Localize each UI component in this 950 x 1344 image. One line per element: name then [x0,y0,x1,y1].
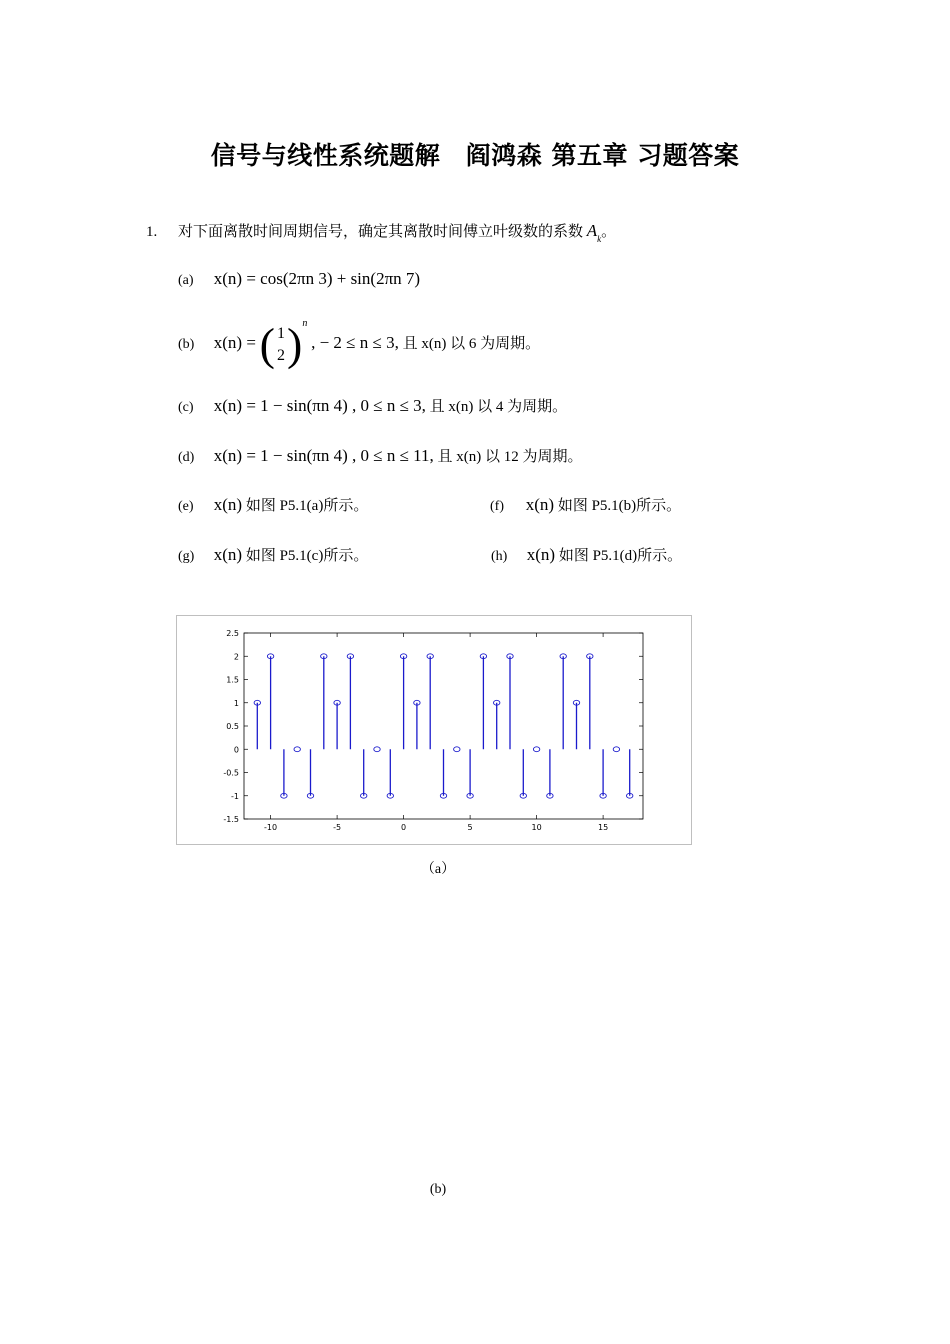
y-tick-label: 2 [233,652,239,662]
item-h-label: (h) [491,549,508,564]
item-b-lhs: x(n) = [213,333,256,352]
page-title: 信号与线性系统题解 阎鸿森 第五章 习题答案 [210,141,740,170]
figure-a-frame [176,615,692,845]
item-h-text: 如图 P5.1(d)所示。 [558,548,683,564]
item-h-symbol: x(n) [526,545,556,564]
fraction [277,323,285,367]
item-f-label: (f) [490,499,504,514]
coefficient-symbol: A [586,221,598,240]
coefficient-subscript: k [597,234,602,244]
question-1 [146,220,617,244]
item-f-symbol: x(n) [525,495,555,514]
item-d-tail: 且 x(n) 以 12 为周期。 [437,449,583,465]
item-e [178,494,368,515]
item-d [178,445,583,466]
y-tick-label: 1.5 [226,675,239,685]
right-paren: ) [287,318,303,370]
y-tick-label: 2.5 [226,629,239,638]
item-e-text: 如图 P5.1(a)所示。 [245,498,369,514]
item-a [178,269,420,289]
item-g [178,544,368,565]
item-b-label: (b) [178,337,195,352]
fraction-numerator: 1 [277,324,285,342]
item-c [178,395,567,416]
item-e-symbol: x(n) [213,495,243,514]
item-d-expression: x(n) = 1 − sin(πn 4) , 0 ≤ n ≤ 11, [213,446,434,465]
item-c-expression: x(n) = 1 − sin(πn 4) , 0 ≤ n ≤ 3, [213,396,426,415]
item-g-text: 如图 P5.1(c)所示。 [245,548,369,564]
stem-marker [374,747,380,752]
item-f-text: 如图 P5.1(b)所示。 [557,498,682,514]
y-tick-label: 0.5 [226,722,239,731]
item-a-expression: x(n) = cos(2πn 3) + sin(2πn 7) [213,269,421,288]
question-end: 。 [601,224,617,240]
stem-marker [454,747,460,752]
item-a-label: (a) [178,273,194,288]
item-c-tail: 且 x(n) 以 4 为周期。 [429,399,568,415]
exponent: n [302,318,308,329]
item-f [490,494,681,515]
stem-chart [177,616,691,844]
item-d-label: (d) [178,450,195,465]
item-b [178,318,540,368]
x-tick-label: 0 [401,823,407,832]
stem-marker [533,747,539,752]
caption-a: （a） [420,862,456,877]
question-text: 对下面离散时间周期信号，确定其离散时间傅立叶级数的系数 [178,224,584,240]
left-paren: ( [259,318,275,370]
x-tick-label: 5 [467,823,473,832]
item-g-label: (g) [178,549,195,564]
item-h [491,544,682,565]
item-g-symbol: x(n) [213,545,243,564]
stem-marker [613,747,619,752]
y-tick-label: -0.5 [223,768,239,778]
question-number: 1. [146,224,158,240]
item-c-label: (c) [178,400,194,415]
y-tick-label: 0 [233,745,239,755]
caption-b: (b) [429,1182,447,1197]
item-b-tail: 且 x(n) 以 6 为周期。 [402,336,541,352]
y-tick-label: 1 [233,698,239,708]
x-tick-label: 15 [598,823,609,832]
x-tick-label: 10 [531,823,542,832]
y-tick-label: -1.5 [223,815,239,824]
x-tick-label: -10 [264,823,278,832]
fraction-denominator: 2 [277,346,285,364]
item-e-label: (e) [178,499,194,514]
x-tick-label: -5 [333,823,342,832]
stem-marker [294,747,300,752]
y-tick-label: -1 [231,791,239,801]
item-b-condition: , − 2 ≤ n ≤ 3, [311,333,399,352]
